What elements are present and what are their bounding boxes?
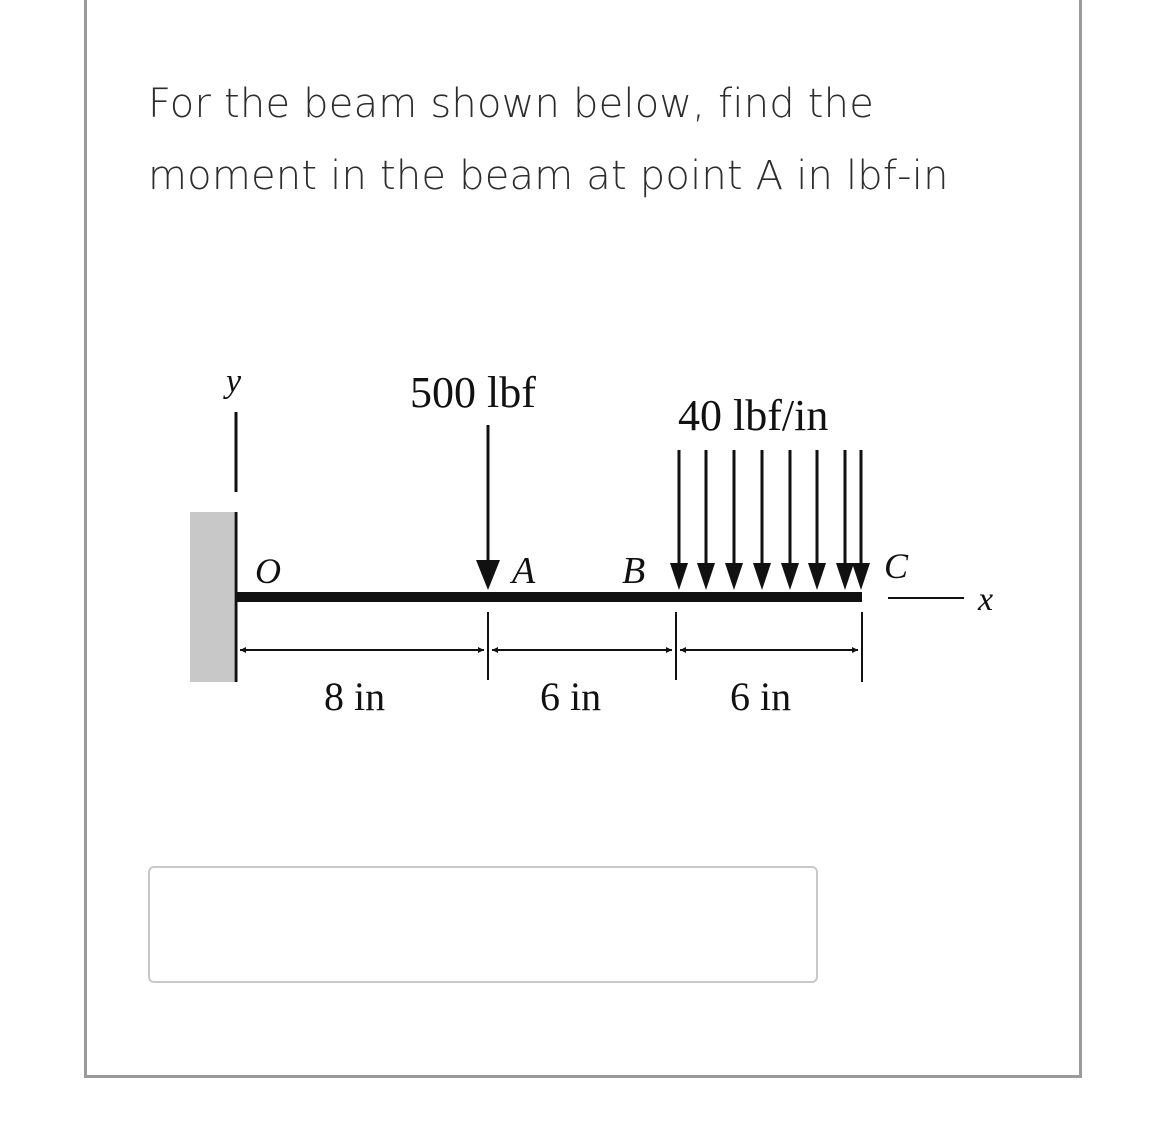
udl-arrow-2 (697, 450, 715, 590)
distributed-load-arrows (670, 450, 870, 590)
x-axis-label: x (978, 581, 994, 618)
point-a-label: A (512, 550, 536, 592)
beam (236, 592, 862, 602)
question-line-1: For the beam shown below, find the (148, 81, 875, 127)
dim-label-oa: 8 in (324, 674, 386, 719)
distributed-load-label: 40 lbf/in (678, 391, 829, 440)
udl-arrow-1 (670, 450, 688, 590)
udl-arrow-7 (836, 450, 854, 590)
fixed-wall (190, 512, 234, 682)
dim-label-bc: 6 in (730, 674, 792, 719)
udl-arrow-6 (808, 450, 826, 590)
point-c-label: C (884, 546, 909, 586)
dim-label-ab: 6 in (540, 674, 602, 719)
point-load-label: 500 lbf (410, 368, 536, 417)
udl-arrow-3 (725, 450, 743, 590)
udl-arrow-8 (852, 450, 870, 590)
origin-label: O (255, 551, 281, 591)
y-axis-label: y (226, 363, 242, 400)
udl-arrow-5 (781, 450, 799, 590)
point-load-arrowhead (476, 560, 500, 590)
udl-arrow-4 (753, 450, 771, 590)
answer-input[interactable] (148, 866, 818, 983)
question-line-2: moment in the beam at point A in lbf-in (148, 153, 949, 199)
point-b-label: B (622, 550, 646, 592)
